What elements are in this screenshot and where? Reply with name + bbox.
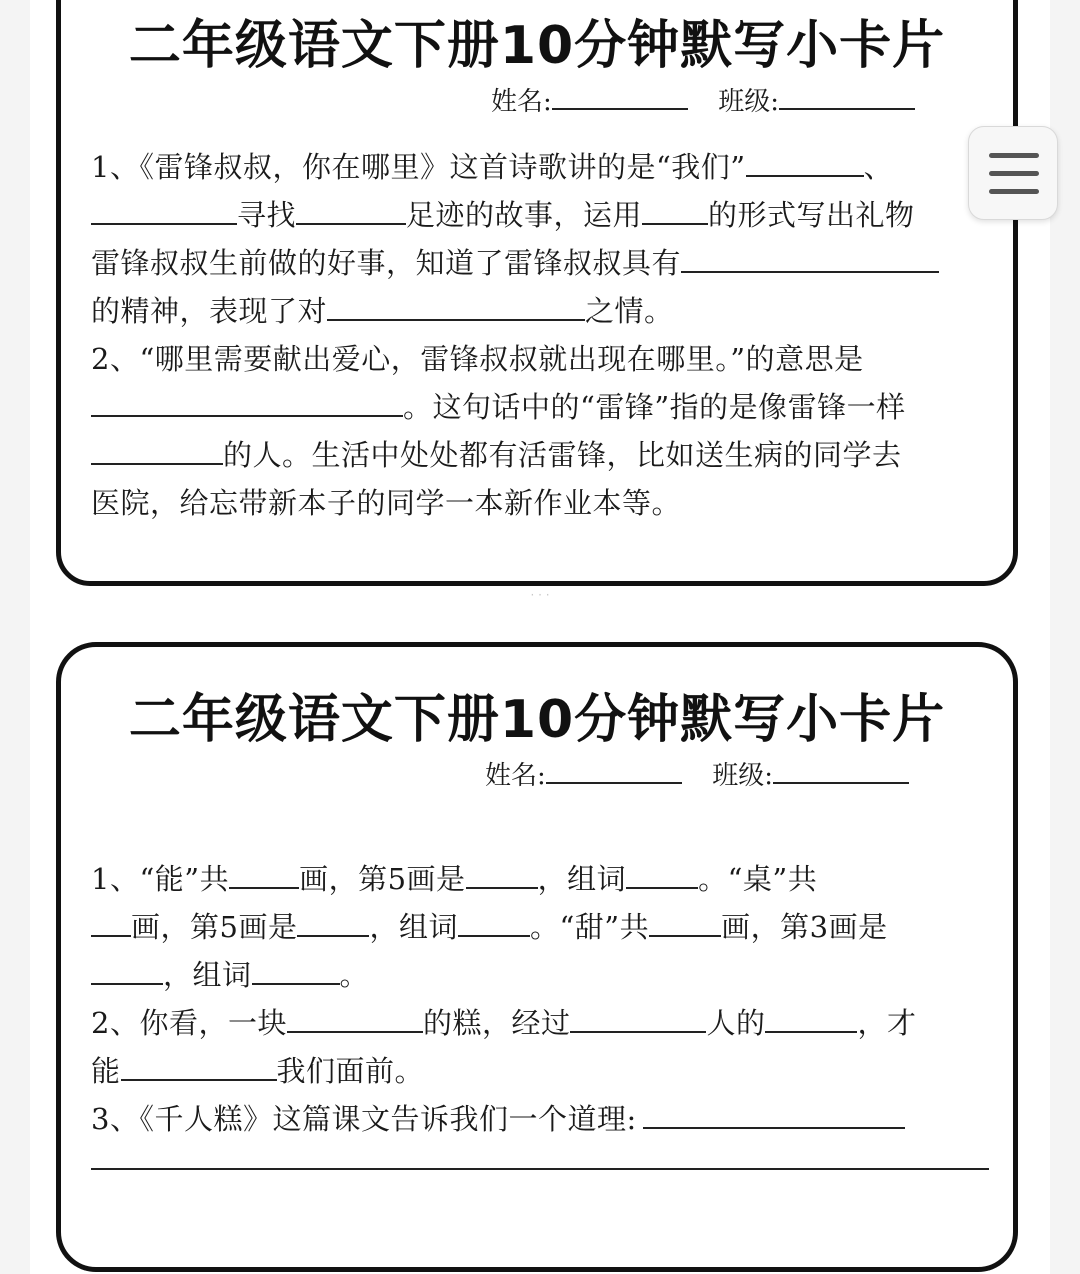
class-blank	[773, 758, 909, 784]
text-line	[91, 953, 369, 994]
answer-blank	[681, 247, 939, 273]
text-line	[91, 1143, 989, 1177]
answer-blank	[91, 391, 403, 417]
answer-blank	[297, 911, 369, 937]
line-text: 3、《千人糕》这篇课文告诉我们一个道理:	[91, 1102, 637, 1136]
answer-blank	[642, 199, 708, 225]
text-line	[91, 289, 674, 330]
line-text: 。“桌”共	[698, 862, 818, 896]
answer-blank	[296, 199, 406, 225]
name-class-row	[491, 81, 915, 118]
line-text: 寻找	[237, 198, 297, 232]
class-blank	[779, 84, 915, 110]
name-label: 姓名:	[491, 87, 552, 117]
text-line	[91, 241, 939, 282]
line-text: 医院，给忘带新本子的同学一本新作业本等。	[91, 486, 682, 520]
answer-blank	[91, 439, 223, 465]
line-text: 人的	[706, 1006, 766, 1040]
watermark: · · ·	[530, 588, 550, 602]
name-label: 姓名:	[485, 761, 546, 791]
answer-blank	[746, 151, 864, 177]
class-label: 班级:	[718, 87, 780, 117]
line-text: 的形式写出礼物	[708, 198, 915, 232]
answer-blank	[765, 1007, 857, 1033]
line-text: 之情。	[585, 294, 674, 328]
text-line	[91, 1049, 424, 1090]
text-line	[91, 905, 888, 946]
answer-blank	[229, 863, 299, 889]
card-title: 二年级语文下册10分钟默写小卡片	[128, 690, 946, 750]
answer-blank	[91, 1144, 989, 1170]
page	[30, 0, 1050, 1274]
answer-blank	[466, 863, 538, 889]
name-blank	[552, 84, 688, 110]
line-text: ，组词	[537, 862, 627, 896]
text-line	[91, 145, 893, 186]
answer-blank	[649, 911, 721, 937]
line-text: ，才	[857, 1006, 917, 1040]
text-line	[91, 1001, 917, 1042]
answer-blank	[91, 959, 163, 985]
line-text: 雷锋叔叔生前做的好事，知道了雷锋叔叔具有	[91, 246, 682, 280]
line-text: ，组词	[369, 910, 458, 944]
line-text: 。这句话中的“雷锋”指的是像雷锋一样	[403, 390, 906, 424]
answer-blank	[252, 959, 340, 985]
line-text: 。	[339, 958, 370, 992]
line-text: 能	[91, 1054, 121, 1088]
line-text: 画，第5画是	[299, 862, 466, 896]
floating-menu-button[interactable]	[968, 126, 1058, 220]
answer-blank	[287, 1007, 423, 1033]
line-text: 2、你看，一块	[91, 1006, 287, 1040]
line-text: 画，第5画是	[131, 910, 298, 944]
answer-blank	[458, 911, 530, 937]
answer-blank	[327, 295, 585, 321]
text-line	[91, 857, 817, 898]
name-blank	[546, 758, 682, 784]
answer-blank	[121, 1055, 277, 1081]
card-title: 二年级语文下册10分钟默写小卡片	[128, 16, 946, 76]
answer-blank	[643, 1103, 905, 1129]
text-line	[91, 1097, 905, 1138]
line-text: 、	[863, 150, 894, 184]
line-text: 我们面前。	[276, 1054, 425, 1088]
line-text: 2、“哪里需要献出爱心，雷锋叔叔就出现在哪里。”的意思是	[91, 342, 864, 376]
line-text: 。“甜”共	[529, 910, 650, 944]
line-text: 画，第3画是	[721, 910, 888, 944]
text-line	[91, 433, 902, 474]
answer-blank	[626, 863, 698, 889]
line-text: ，组词	[163, 958, 252, 992]
text-line	[91, 385, 906, 426]
text-line	[91, 337, 864, 378]
line-text: 的人。生活中处处都有活雷锋，比如送生病的同学去	[223, 438, 902, 472]
text-line	[91, 193, 915, 234]
class-label: 班级:	[712, 761, 774, 791]
answer-blank	[570, 1007, 706, 1033]
line-text: 足迹的故事，运用	[406, 198, 643, 232]
line-text: 的糕，经过	[422, 1006, 571, 1040]
answer-blank	[91, 911, 131, 937]
name-class-row	[485, 755, 909, 792]
line-text: 1、“能”共	[91, 862, 230, 896]
dictation-card-2	[56, 642, 1018, 1272]
line-text: 的精神，表现了对	[91, 294, 328, 328]
text-line	[91, 481, 681, 522]
answer-blank	[91, 199, 237, 225]
line-text: 1、《雷锋叔叔，你在哪里》这首诗歌讲的是“我们”	[91, 150, 746, 184]
dictation-card-1	[56, 0, 1018, 586]
